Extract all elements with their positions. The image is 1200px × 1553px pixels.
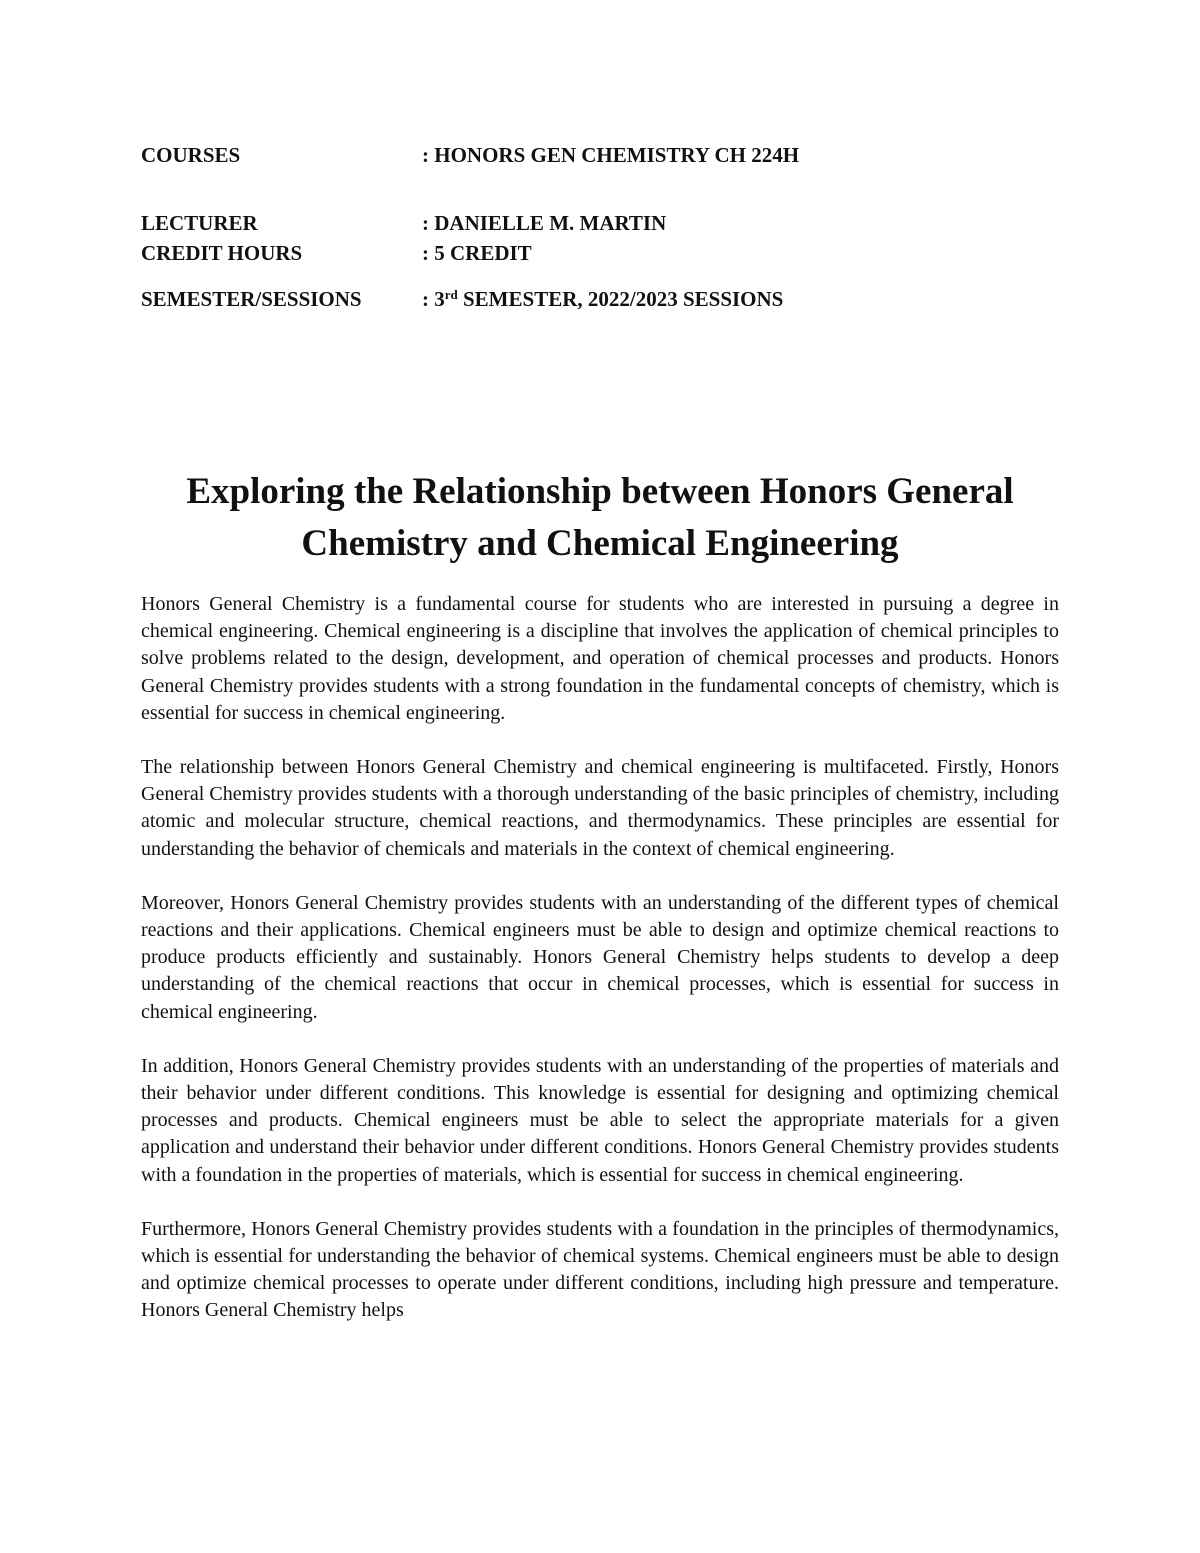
semester-ordinal-suffix: rd [444,287,458,302]
semester-value-prefix: : 3 [422,287,445,311]
semester-label: SEMESTER/SESSIONS [141,287,362,311]
lecturer-label: LECTURER [141,211,258,235]
credit-hours-value: : 5 CREDIT [422,241,532,265]
document-title-line-1: Exploring the Relationship between Honors General [186,471,1014,512]
body-paragraph: Furthermore, Honors General Chemistry provides students with a foundation in the principles of thermodynamics, which is essential for understanding the behavior of chemical systems. Chemical engineers must be able to design and optimize chemical processes to operate under different conditions, including high pressure and temperature. Honors General Chemistry helps [141,1217,1059,1322]
course-info-row-lecturer [141,208,1061,238]
document-title [100,466,1100,570]
lecturer-value: : DANIELLE M. MARTIN [422,211,667,235]
body-paragraph: The relationship between Honors General Chemistry and chemical engineering is multifaceted. Firstly, Honors General Chemistry provides students with a thorough understanding of the basic principles of chemistry, including atomic and molecular structure, chemical reactions, and thermodynamics. These principles are essential for understanding the behavior of chemicals and materials in the context of chemical engineering. [141,756,1059,860]
body-paragraph: In addition, Honors General Chemistry provides students with an understanding of the properties of materials and their behavior under different conditions. This knowledge is essential for designing and optimizing chemical processes and products. Chemical engineers must be able to select the appropriate materials for a given application and understand their behavior under different conditions. Honors General Chemistry provides students with a foundation in the properties of materials, which is essential for success in chemical engineering. [141,1054,1059,1186]
semester-value-suffix: SEMESTER, 2022/2023 SESSIONS [457,287,784,311]
document-body [141,591,1059,1352]
course-info-block [141,140,1061,311]
body-paragraph: Honors General Chemistry is a fundamental course for students who are interested in pursuing a degree in chemical engineering. Chemical engineering is a discipline that involves the application of chemical principles to solve problems related to the design, development, and operation of chemical processes and products. Honors General Chemistry provides students with a strong foundation in the fundamental concepts of chemistry, which is essential for success in chemical engineering. [141,593,1059,724]
document-title-line-2: Chemistry and Chemical Engineering [301,523,899,564]
courses-value: : HONORS GEN CHEMISTRY CH 224H [422,143,800,167]
body-paragraph: Moreover, Honors General Chemistry provides students with an understanding of the different types of chemical reactions and their applications. Chemical engineers must be able to design and optimize chemical reactions to produce products efficiently and sustainably. Honors General Chemistry helps students to develop a deep understanding of the chemical reactions that occur in chemical processes, which is essential for success in chemical engineering. [141,891,1059,1023]
semester-value [422,284,783,314]
course-info-row-semester [141,284,1061,314]
credit-hours-label: CREDIT HOURS [141,241,303,265]
course-info-row-credit-hours [141,238,1061,268]
course-info-row-courses [141,140,1061,170]
courses-label: COURSES [141,143,241,167]
